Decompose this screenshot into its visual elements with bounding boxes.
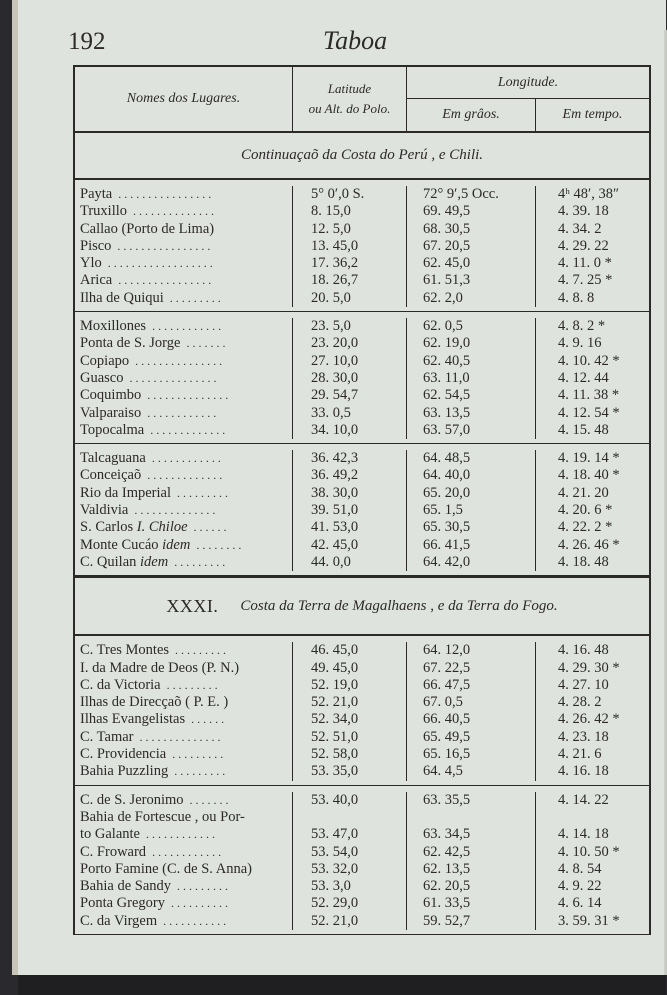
column-lat (293, 186, 407, 307)
long-time-value: 4. 22. 2 * (558, 519, 613, 536)
header-latitude-line1: Latitude (327, 81, 372, 96)
long-time-value: 4. 21. 20 (558, 484, 609, 501)
column-name (75, 792, 293, 930)
long-time-value: 4. 26. 42 * (558, 711, 620, 728)
long-time-value: 4. 8. 2 * (558, 318, 606, 335)
column-temp (536, 792, 649, 930)
long-degrees-value: 65. 30,5 (423, 519, 471, 536)
leader-dots: ......... (168, 554, 229, 569)
long-degrees-value: 61. 51,3 (423, 272, 471, 289)
place-name-note: idem (140, 553, 169, 570)
long-degrees-value: 65. 20,0 (423, 484, 471, 501)
latitude-value: 36. 49,2 (311, 467, 359, 484)
leader-dots: ...... (187, 520, 230, 535)
latitude-value: 53. 40,0 (311, 791, 359, 808)
long-degrees-value: 62. 13,5 (423, 860, 471, 877)
long-time-value: 4. 19. 14 * (558, 450, 620, 467)
place-name (75, 660, 292, 677)
row-group (75, 180, 649, 312)
place-name (75, 335, 292, 352)
latitude-value: 29. 54,7 (311, 387, 359, 404)
place-name-text: C. Tres Montes (80, 642, 170, 659)
place-name (75, 711, 292, 728)
place-name-text: Bahia de Sandy (80, 878, 172, 895)
column-grad (407, 450, 536, 571)
place-name-text: Copiapo (80, 352, 130, 369)
latitude-value: 53. 47,0 (311, 826, 359, 843)
section-title-text: Costa da Terra de Magalhaens , e da Terra do Fogo. (240, 597, 558, 614)
long-time-value: 4. 20. 6 * (558, 502, 613, 519)
row-group (75, 312, 649, 444)
place-name-text: Topocalma (80, 421, 145, 438)
long-time-value: 4. 8. 54 (558, 860, 602, 877)
place-name-note: idem (162, 536, 191, 553)
place-name-text: Coquimbo (80, 387, 142, 404)
leader-dots: ........ (190, 537, 245, 552)
leader-dots: ....... (183, 792, 232, 807)
long-time-value: 4. 10. 42 * (558, 352, 620, 369)
long-time-value: 4. 11. 0 * (558, 255, 612, 272)
latitude-value: 27. 10,0 (311, 352, 359, 369)
latitude-value: 52. 51,0 (311, 728, 359, 745)
header-latitude-line2: ou Alt. do Polo. (308, 101, 391, 116)
long-degrees-value: 61. 33,5 (423, 895, 471, 912)
column-grad (407, 186, 536, 307)
column-lat (293, 792, 407, 930)
long-degrees-value: 62. 0,5 (423, 318, 463, 335)
long-time-value: 4. 39. 18 (558, 203, 609, 220)
place-name-text: C. Providencia (80, 746, 167, 763)
long-degrees-value: 63. 11,0 (423, 369, 470, 386)
place-name-text: Bahia Puzzling (80, 763, 169, 780)
leader-dots: ........... (157, 913, 230, 928)
latitude-value: 36. 42,3 (311, 450, 359, 467)
header-longitude (407, 67, 649, 131)
latitude-value: 53. 32,0 (311, 860, 359, 877)
place-name (75, 729, 292, 746)
latitude-value: 46. 45,0 (311, 642, 359, 659)
leader-dots: ................ (111, 238, 214, 253)
long-time-value: 4. 7. 25 * (558, 272, 613, 289)
latitude-value: 53. 54,0 (311, 843, 359, 860)
section-title (75, 133, 649, 180)
place-name (75, 485, 292, 502)
leader-dots: ............. (141, 468, 226, 483)
book-page (12, 0, 666, 975)
place-name-text: Ponta Gregory (80, 895, 165, 912)
place-name-text: C. Quilan (80, 553, 137, 570)
place-name (75, 203, 292, 220)
place-name (75, 642, 292, 659)
place-name-text: Guasco (80, 369, 124, 386)
leader-dots: ............... (129, 353, 226, 368)
latitude-value: 8. 15,0 (311, 203, 351, 220)
place-name-note: I. Chiloe (136, 519, 188, 536)
column-temp (536, 186, 649, 307)
long-degrees-value: 62. 2,0 (423, 289, 463, 306)
latitude-value: 49. 45,0 (311, 659, 359, 676)
long-degrees-value: 69. 49,5 (423, 203, 471, 220)
long-time-value: 4. 28. 2 (558, 694, 602, 711)
place-name (75, 878, 292, 895)
leader-dots: ............ (141, 405, 220, 420)
long-time-value: 4. 11. 38 * (558, 387, 620, 404)
place-name-text: to Galante (80, 826, 140, 843)
latitude-value: 52. 21,0 (311, 694, 359, 711)
column-grad (407, 642, 536, 780)
latitude-value (293, 809, 406, 826)
place-name (75, 895, 292, 912)
place-name (75, 467, 292, 484)
long-time-value: 4ʰ 48′, 38″ (558, 186, 619, 202)
header-em-tempo: Em tempo. (562, 107, 623, 122)
coordinates-table (73, 65, 651, 935)
place-name-text: Truxillo (80, 203, 128, 220)
latitude-value: 41. 53,0 (311, 519, 359, 536)
leader-dots: ......... (166, 747, 227, 762)
long-degrees-value: 64. 48,5 (423, 450, 471, 467)
place-name (75, 554, 292, 571)
latitude-value: 34. 10,0 (311, 421, 359, 438)
place-name (75, 861, 292, 878)
latitude-value: 42. 45,0 (311, 536, 359, 553)
column-temp (536, 318, 649, 439)
long-degrees-value: 63. 57,0 (423, 421, 471, 438)
leader-dots: ................ (112, 273, 215, 288)
leader-dots: ............ (146, 319, 225, 334)
column-grad (407, 318, 536, 439)
long-time-value: 4. 10. 50 * (558, 843, 620, 860)
header-longitude-label: Longitude. (407, 67, 649, 99)
long-degrees-value: 67. 20,5 (423, 237, 471, 254)
long-time-value: 4. 18. 48 (558, 553, 609, 570)
place-name-text: Monte Cucáo (80, 536, 159, 553)
place-name (75, 677, 292, 694)
place-name-text: C. Tamar (80, 728, 134, 745)
place-name (75, 537, 292, 554)
place-name (75, 450, 292, 467)
row-group (75, 444, 649, 576)
leader-dots: .............. (127, 204, 218, 219)
column-temp (536, 450, 649, 571)
latitude-value: 28. 30,0 (311, 369, 359, 386)
leader-dots: .............. (128, 503, 219, 518)
row-group (75, 786, 649, 934)
long-degrees-value: 66. 47,5 (423, 676, 471, 693)
long-degrees-value: 62. 40,5 (423, 352, 471, 369)
column-name (75, 318, 293, 439)
long-degrees-value: 68. 30,5 (423, 220, 471, 237)
long-time-value: 4. 29. 30 * (558, 659, 620, 676)
column-grad (407, 792, 536, 930)
long-degrees-value: 64. 42,0 (423, 553, 471, 570)
latitude-value: 12. 5,0 (311, 220, 351, 237)
place-name (75, 255, 292, 272)
long-degrees-value (407, 809, 535, 826)
long-time-value: 4. 18. 40 * (558, 467, 620, 484)
leader-dots: ............... (123, 370, 220, 385)
long-time-value: 4. 34. 2 (558, 220, 602, 237)
header-names-label: Nomes dos Lugares. (126, 91, 241, 106)
place-name (75, 221, 292, 238)
long-time-value: 4. 29. 22 (558, 237, 609, 254)
place-name (75, 318, 292, 335)
long-degrees-value: 62. 20,5 (423, 878, 471, 895)
leader-dots: .............. (133, 729, 224, 744)
leader-dots: ......... (160, 677, 221, 692)
place-name-text: Ylo (80, 255, 102, 272)
leader-dots: ......... (171, 485, 232, 500)
long-time-value: 4. 23. 18 (558, 728, 609, 745)
place-name-text: Valdivia (80, 502, 129, 519)
place-name-text: S. Carlos (80, 519, 134, 536)
long-time-value: 4. 12. 44 (558, 369, 609, 386)
leader-dots: ......... (168, 764, 229, 779)
place-name-text: C. da Virgem (80, 912, 158, 929)
long-time-value: 4. 8. 8 (558, 289, 595, 306)
long-degrees-value: 63. 34,5 (423, 826, 471, 843)
long-degrees-value: 64. 40,0 (423, 467, 471, 484)
table-body (75, 133, 649, 934)
place-name-text: Callao (Porto de Lima) (80, 220, 215, 237)
latitude-value: 53. 3,0 (311, 878, 351, 895)
place-name-text: Ilhas Evangelistas (80, 711, 186, 728)
place-name-text: Valparaiso (80, 404, 142, 421)
place-name (75, 844, 292, 861)
long-time-value: 3. 59. 31 * (558, 912, 620, 929)
long-time-value: 4. 9. 16 (558, 335, 602, 352)
leader-dots: ....... (180, 336, 229, 351)
place-name-text: I. da Madre de Deos (P. N.) (80, 659, 240, 676)
long-time-value: 4. 27. 10 (558, 676, 609, 693)
long-degrees-value: 66. 41,5 (423, 536, 471, 553)
latitude-value: 20. 5,0 (311, 289, 351, 306)
place-name (75, 272, 292, 289)
place-name (75, 353, 292, 370)
leader-dots: .............. (141, 388, 232, 403)
header-em-graos: Em grâos. (407, 99, 536, 131)
place-name-text: C. da Victoria (80, 676, 161, 693)
leader-dots: ............. (144, 422, 229, 437)
place-name (75, 405, 292, 422)
long-time-value: 4. 16. 18 (558, 763, 609, 780)
place-name-text: Rio da Imperial (80, 484, 172, 501)
long-time-value: 4. 16. 48 (558, 642, 609, 659)
latitude-value: 23. 20,0 (311, 335, 359, 352)
long-degrees-value: 64. 4,5 (423, 763, 463, 780)
latitude-value: 52. 58,0 (311, 746, 359, 763)
place-name (75, 502, 292, 519)
column-name (75, 186, 293, 307)
latitude-value: 33. 0,5 (311, 404, 351, 421)
long-degrees-value: 62. 42,5 (423, 843, 471, 860)
place-name-text: Conceiçaõ (80, 467, 142, 484)
leader-dots: ......... (163, 290, 224, 305)
running-title: Taboa (323, 26, 388, 55)
leader-dots: ............ (140, 827, 218, 842)
latitude-value: 52. 29,0 (311, 895, 359, 912)
section-title (75, 576, 649, 636)
table-header (75, 67, 649, 133)
latitude-value: 17. 36,2 (311, 255, 359, 272)
leader-dots: ......... (169, 643, 230, 658)
leader-dots: ............ (146, 844, 225, 859)
place-name-text: Payta (80, 186, 113, 202)
latitude-value: 13. 45,0 (311, 237, 359, 254)
place-name-text: Ilhas de Direcçaõ ( P. E. ) (80, 694, 229, 711)
running-head (68, 26, 638, 60)
place-name-text: Pisco (80, 237, 112, 254)
latitude-value: 53. 35,0 (311, 763, 359, 780)
place-name (75, 422, 292, 439)
latitude-value: 52. 19,0 (311, 676, 359, 693)
place-name (75, 387, 292, 404)
latitude-value: 38. 30,0 (311, 484, 359, 501)
long-time-value: 4. 15. 48 (558, 421, 609, 438)
long-degrees-value: 63. 35,5 (423, 791, 471, 808)
latitude-value: 52. 34,0 (311, 711, 359, 728)
long-time-value: 4. 21. 6 (558, 746, 602, 763)
place-name (75, 519, 292, 536)
long-degrees-value: 65. 16,5 (423, 746, 471, 763)
page-number: 192 (68, 28, 106, 55)
column-lat (293, 318, 407, 439)
long-time-value: 4. 6. 14 (558, 895, 602, 912)
header-latitude (293, 67, 407, 131)
long-degrees-value: 59. 52,7 (423, 912, 471, 929)
column-name (75, 450, 293, 571)
place-name-text: Bahia de Fortescue , ou Por- (80, 808, 245, 825)
latitude-value: 18. 26,7 (311, 272, 359, 289)
section-title-text: Continuaçaõ da Costa do Perú , e Chili. (240, 147, 484, 163)
section-number: XXXI. (166, 595, 219, 616)
place-name (75, 290, 292, 307)
place-name (75, 809, 292, 826)
long-degrees-value: 66. 40,5 (423, 711, 471, 728)
place-name (75, 763, 292, 780)
header-names (75, 67, 293, 131)
long-degrees-value: 64. 12,0 (423, 642, 471, 659)
place-name (75, 694, 292, 711)
place-name (75, 792, 292, 809)
latitude-value: 44. 0,0 (311, 553, 351, 570)
place-name-text: C. de S. Jeronimo (80, 791, 184, 808)
place-name-text: Arica (80, 272, 113, 289)
place-name-text: Talcaguana (80, 450, 146, 467)
latitude-value: 23. 5,0 (311, 318, 351, 335)
long-time-value: 4. 14. 22 (558, 791, 609, 808)
long-degrees-value: 72° 9′,5 Occ. (423, 186, 499, 202)
long-degrees-value: 65. 49,5 (423, 728, 471, 745)
place-name (75, 826, 292, 843)
long-time-value: 4. 14. 18 (558, 826, 609, 843)
long-time-value: 4. 26. 46 * (558, 536, 620, 553)
column-name (75, 642, 293, 780)
column-lat (293, 450, 407, 571)
leader-dots: .................. (101, 256, 216, 271)
place-name-text: Ilha de Quiqui (80, 289, 164, 306)
long-degrees-value: 62. 54,5 (423, 387, 471, 404)
place-name-text: C. Froward (80, 843, 147, 860)
long-time-value: 4. 12. 54 * (558, 404, 620, 421)
place-name-text: Ponta de S. Jorge (80, 335, 181, 352)
column-temp (536, 642, 649, 780)
leader-dots: ................ (112, 187, 215, 201)
long-degrees-value: 67. 0,5 (423, 694, 463, 711)
place-name (75, 186, 292, 203)
column-lat (293, 642, 407, 780)
long-degrees-value: 67. 22,5 (423, 659, 471, 676)
place-name (75, 238, 292, 255)
place-name-text: Porto Famine (C. de S. Anna) (80, 860, 252, 877)
long-degrees-value: 65. 1,5 (423, 502, 463, 519)
long-degrees-value: 62. 19,0 (423, 335, 471, 352)
leader-dots: ......... (171, 879, 232, 894)
long-degrees-value: 63. 13,5 (423, 404, 471, 421)
place-name-text: Moxillones (80, 318, 147, 335)
long-time-value (536, 809, 649, 826)
place-name (75, 746, 292, 763)
long-time-value: 4. 9. 22 (558, 878, 602, 895)
place-name (75, 370, 292, 387)
long-degrees-value: 62. 45,0 (423, 255, 471, 272)
page-shadow (18, 975, 666, 995)
leader-dots: ...... (185, 712, 228, 727)
leader-dots: ............ (145, 451, 224, 466)
place-name (75, 913, 292, 930)
latitude-value: 5° 0′,0 S. (311, 186, 365, 202)
latitude-value: 39. 51,0 (311, 502, 359, 519)
leader-dots: .......... (164, 896, 231, 911)
latitude-value: 52. 21,0 (311, 912, 359, 929)
row-group (75, 636, 649, 785)
